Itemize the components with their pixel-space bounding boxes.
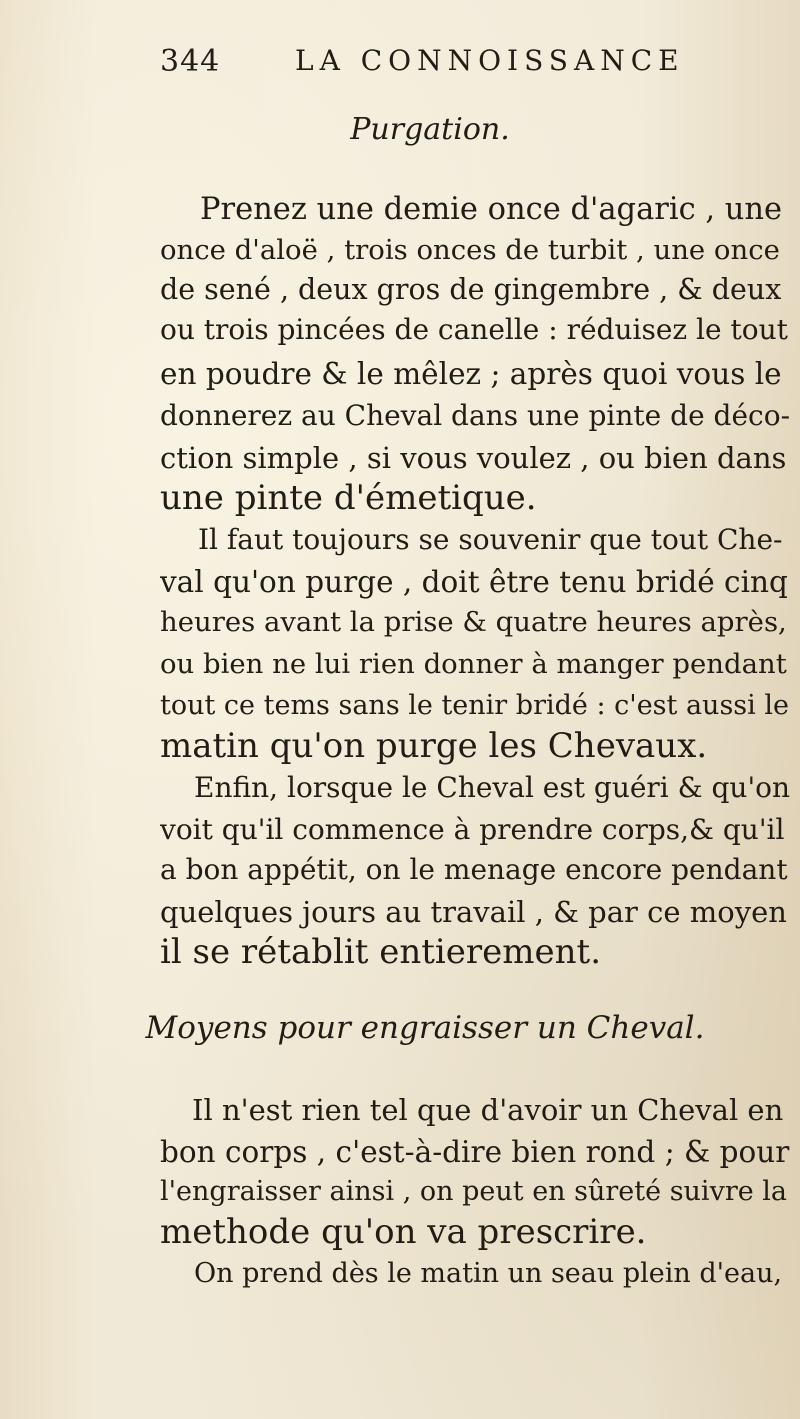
text-line: en poudre & le mêlez ; après quoi vous le: [160, 357, 782, 391]
text-line: a bon appétit, on le menage encore pendant: [160, 853, 788, 886]
text-line: quelques jours au travail , & par ce moyen: [160, 895, 787, 929]
text-line: donnerez au Cheval dans une pinte de déco-: [160, 399, 790, 432]
text-line: matin qu'on purge les Chevaux.: [160, 726, 708, 766]
text-line: ou trois pincées de canelle : réduisez le tout: [160, 313, 788, 346]
text-line: Il n'est rien tel que d'avoir un Cheval en: [192, 1093, 784, 1127]
text-line: Il faut toujours se souvenir que tout Che-: [198, 523, 783, 556]
text-line: ction simple , si vous voulez , ou bien dans: [160, 441, 787, 475]
text-line: heures avant la prise & quatre heures après,: [160, 606, 787, 638]
text-line: Enfin, lorsque le Cheval est guéri & qu'on: [194, 771, 790, 804]
text-line: ou bien ne lui rien donner à manger pendant: [160, 648, 787, 680]
running-head: LA CONNOISSANCE: [295, 44, 685, 77]
text-line: On prend dès le matin un seau plein d'eau,: [194, 1258, 783, 1289]
text-line: de sené , deux gros de gingembre , & deux: [160, 273, 782, 306]
text-line: l'engraisser ainsi , on peut en sûreté suivre la: [160, 1176, 788, 1207]
text-line: Prenez une demie once d'agaric , une: [200, 192, 783, 227]
text-line: once d'aloë , trois onces de turbit , une once: [160, 234, 780, 266]
text-line: bon corps , c'est-à-dire bien rond ; & pour: [160, 1135, 790, 1169]
text-line: val qu'on purge , doit être tenu bridé cinq: [160, 565, 788, 599]
section-heading-engraisser: Moyens pour engraisser un Cheval.: [145, 1010, 705, 1046]
text-line: il se rétablit entierement.: [160, 932, 602, 972]
page-header: [160, 38, 720, 88]
text-line: une pinte d'émetique.: [160, 478, 537, 518]
section-heading-purgation: Purgation.: [350, 112, 510, 147]
page-number: 344: [160, 44, 221, 79]
text-line: methode qu'on va prescrire.: [160, 1212, 647, 1252]
text-line: tout ce tems sans le tenir bridé : c'est aussi le: [160, 690, 789, 721]
text-line: voit qu'il commence à prendre corps,& qu'il: [160, 813, 785, 846]
